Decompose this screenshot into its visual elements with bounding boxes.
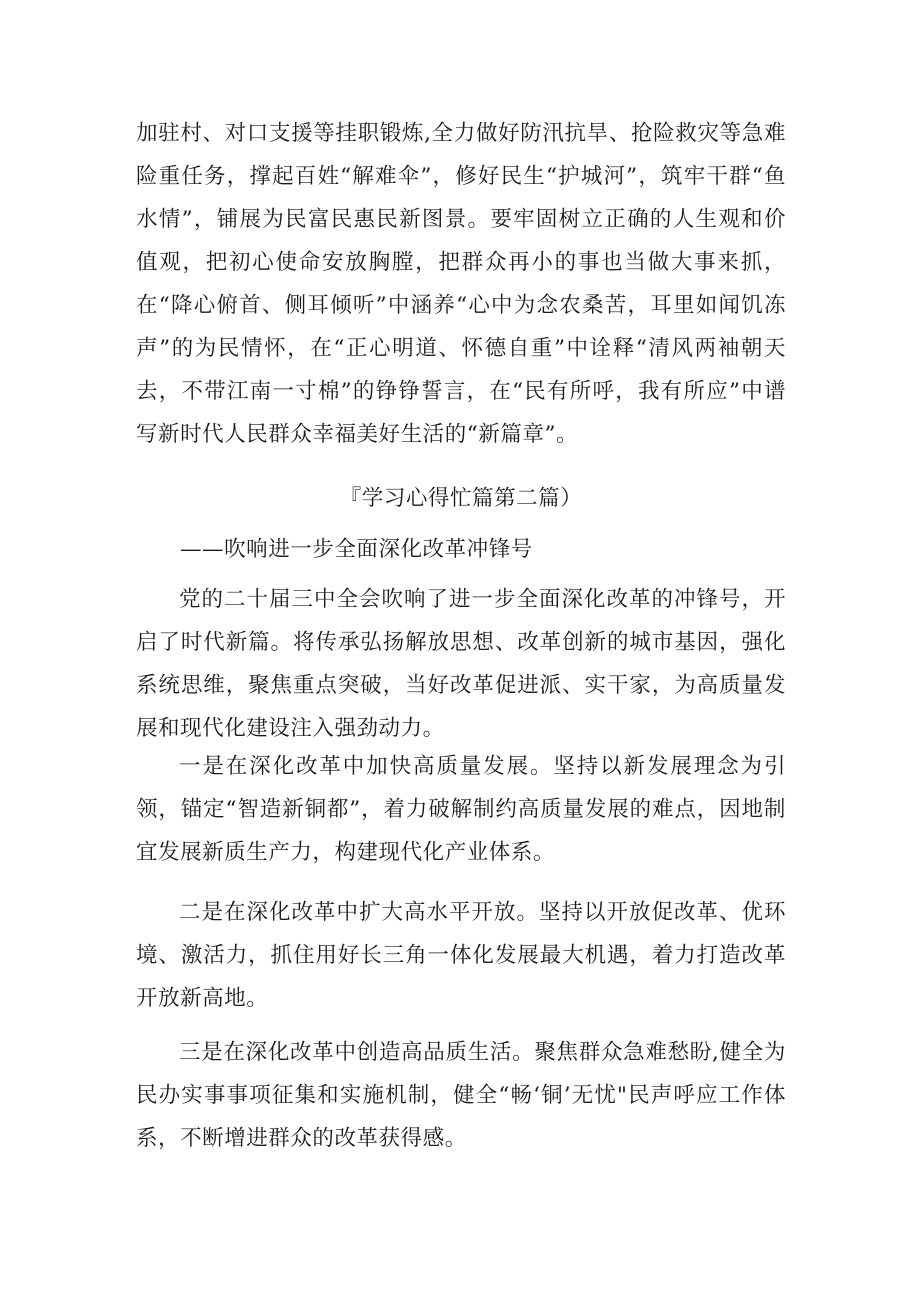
section-subtitle: ——吹响进一步全面深化改革冲锋号 xyxy=(180,537,533,562)
body-paragraph: 一是在深化改革中加快高质量发展。坚持以新发展理念为引领，锚定“智造新铜都”，着力破解制约高质量发展的难点，因地制宜发展新质生产力，构建现代化产业体系。 xyxy=(136,754,786,865)
body-paragraph: 三是在深化改革中创造高品质生活。聚焦群众急难愁盼,健全为民办实事事项征集和实施机制，健全“畅‘铜’无忧"民声呼应工作体系，不断增进群众的改革获得感。 xyxy=(136,1040,786,1151)
continuation-paragraph: 加驻村、对口支援等挂职锻炼,全力做好防汛抗旱、抢险救灾等急难险重任务，撑起百姓“解难伞”，修好民生“护城河”，筑牢干群“鱼水情”，铺展为民富民惠民新图景。要牢固树立正确的人生观和价值观，把初心使命安放胸膛，把群众再小的事也当做大事来抓，在“降心俯首、侧耳倾听”中涵养“心中为念农桑苦，耳里如闻饥冻声”的为民情怀，在“正心明道、怀德自重”中诠释“清风两袖朝天去，不带江南一寸棉”的铮铮誓言，在“民有所呼，我有所应”中谱写新时代人民群众幸福美好生活的“新篇章”。 xyxy=(136,121,786,447)
body-paragraph: 二是在深化改革中扩大高水平开放。坚持以开放促改革、优环境、激活力，抓住用好长三角一体化发展最大机遇，着力打造改革开放新高地。 xyxy=(136,900,786,1011)
body-paragraph: 党的二十届三中全会吹响了进一步全面深化改革的冲锋号，开启了时代新篇。将传承弘扬解放思想、改革创新的城市基因，强化系统思维，聚焦重点突破，当好改革促进派、实干家，为高质量发展和现代化建设注入强劲动力。 xyxy=(136,587,786,741)
section-title: 『学习心得忙篇第二篇） xyxy=(339,486,583,511)
